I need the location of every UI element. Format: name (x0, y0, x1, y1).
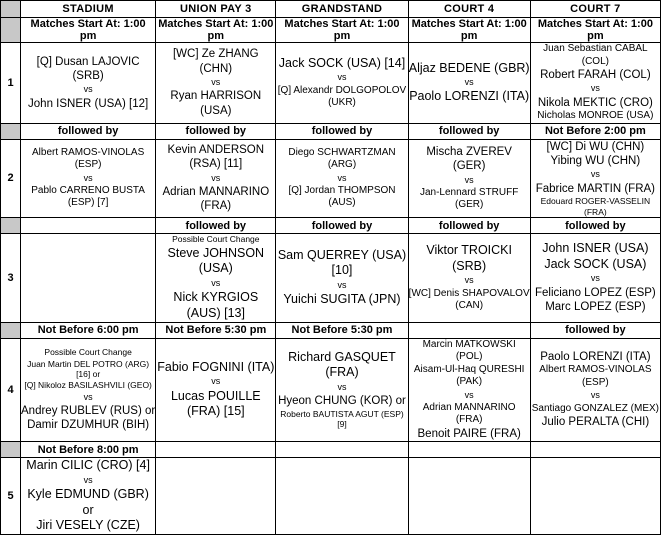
player-name: Julio PERALTA (CHI) (541, 416, 650, 429)
note-r3c5: followed by (530, 322, 660, 338)
player-name: Roberto BAUTISTA AGUT (ESP) [9] (280, 408, 404, 430)
spacer-cell-4 (1, 442, 21, 458)
player-name: Jan-Lennard STRUFF (GER) (419, 186, 519, 211)
player-name: Richard GASQUET (FRA) (288, 349, 396, 380)
note-r4c4 (408, 442, 530, 458)
match-cell-r2c2[interactable] (156, 139, 276, 218)
player-name: Kevin ANDERSON (RSA) [11] (167, 143, 265, 171)
vs-label: vs (590, 273, 600, 284)
player-name: Marcin MATKOWSKI (POL) (422, 338, 516, 362)
player-name: Ryan HARRISON (USA) (170, 90, 262, 117)
player-name: Paolo LORENZI (ITA) (540, 351, 651, 364)
match-cell-r4c5[interactable] (530, 338, 660, 442)
player-name: Steve JOHNSON (USA) (167, 245, 265, 276)
match-cell-r4c2[interactable] (156, 338, 276, 442)
note-row-3 (1, 322, 661, 338)
match-cell-r3c2[interactable] (156, 234, 276, 322)
note-r2c3: followed by (276, 218, 408, 234)
row-number-2: 2 (1, 139, 21, 218)
match-cell-r1c5[interactable] (530, 43, 660, 124)
vs-label: vs (464, 77, 474, 88)
row-number-1: 1 (1, 43, 21, 124)
player-name: [Q] Nikoloz BASILASHVILI (GEO) (24, 379, 152, 390)
note-r3c1: Not Before 6:00 pm (21, 322, 156, 338)
note-row-2 (1, 218, 661, 234)
vs-label: vs (211, 376, 221, 387)
player-name: Albert RAMOS-VINOLAS (ESP) (539, 364, 652, 388)
player-name: Fabio FOGNINI (ITA) (157, 359, 275, 374)
corner-cell (1, 1, 21, 18)
player-name: Paolo LORENZI (ITA) (409, 89, 530, 104)
note-r4c2 (156, 442, 276, 458)
vs-label: vs (337, 382, 347, 392)
player-name: Juan Sebastian CABAL (COL) (543, 43, 648, 67)
corner-cell-2 (1, 18, 21, 43)
player-name: Nicholas MONROE (USA) (537, 110, 654, 121)
court-header-stadium: STADIUM (21, 1, 156, 18)
start-time-court4: Matches Start At: 1:00 pm (408, 18, 530, 43)
player-name: [Q] Jordan THOMPSON (AUS) (288, 184, 396, 209)
vs-label: vs (211, 77, 221, 88)
player-name: Aisam-Ul-Haq QURESHI (PAK) (413, 363, 525, 387)
court-header-court7: COURT 7 (530, 1, 660, 18)
player-name: John ISNER (USA) [12] (28, 97, 149, 110)
note-r3c2: Not Before 5:30 pm (156, 322, 276, 338)
player-name: Marin CILIC (CRO) [4] (26, 458, 150, 473)
match-cell-r2c5[interactable] (530, 139, 660, 218)
vs-label: vs (83, 172, 93, 183)
note-r1c1: followed by (21, 123, 156, 139)
possible-court-change-note: Possible Court Change (172, 234, 260, 245)
match-cell-r3c3[interactable] (276, 234, 408, 322)
note-r3c4 (408, 322, 530, 338)
player-name: Hyeon CHUNG (KOR) or (278, 395, 406, 408)
match-row-3 (1, 234, 661, 322)
vs-label: vs (590, 390, 600, 401)
player-name: [Q] Alexandr DOLGOPOLOV (UKR) (277, 84, 407, 109)
start-time-row (1, 18, 661, 43)
vs-label: vs (211, 172, 221, 183)
player-name: Robert FARAH (COL) (540, 69, 651, 81)
note-r1c5: Not Before 2:00 pm (530, 123, 660, 139)
match-cell-r4c1[interactable] (21, 338, 156, 442)
vs-label: vs (590, 169, 600, 180)
player-name: Damir DZUMHUR (BIH) (27, 419, 150, 432)
player-name: Kyle EDMUND (GBR) or (27, 487, 149, 517)
court-header-row (1, 1, 661, 18)
match-cell-r2c4[interactable] (408, 139, 530, 218)
player-name: Adrian MANNARINO (FRA) (422, 401, 516, 426)
vs-label: vs (337, 172, 347, 183)
player-name: Juan Martin DEL POTRO (ARG) [16] or (27, 358, 150, 380)
row-number-5: 5 (1, 458, 21, 535)
player-name: Aljaz BEDENE (GBR) (408, 60, 530, 75)
note-r4c5 (530, 442, 660, 458)
player-name: [Q] Dusan LAJOVIC (SRB) (36, 55, 140, 82)
vs-label: vs (464, 174, 474, 185)
player-name: Albert RAMOS-VINOLAS (ESP) (31, 146, 145, 171)
spacer-cell-3 (1, 322, 21, 338)
match-cell-r2c1[interactable] (21, 139, 156, 218)
match-cell-r1c1[interactable] (21, 43, 156, 124)
match-row-4 (1, 338, 661, 442)
note-r2c4: followed by (408, 218, 530, 234)
match-cell-r1c4[interactable] (408, 43, 530, 124)
match-cell-r3c1 (21, 234, 156, 322)
player-name: [WC] Di WU (CHN) (546, 140, 645, 153)
match-cell-r5c4 (408, 458, 530, 535)
note-r3c3: Not Before 5:30 pm (276, 322, 408, 338)
note-r1c4: followed by (408, 123, 530, 139)
player-name: Yuichi SUGITA (JPN) (283, 292, 401, 307)
spacer-cell-2 (1, 218, 21, 234)
court-header-unionpay3: UNION PAY 3 (156, 1, 276, 18)
player-name: Feliciano LOPEZ (ESP) (534, 286, 656, 299)
note-r2c1 (21, 218, 156, 234)
note-r4c3 (276, 442, 408, 458)
row-number-4: 4 (1, 338, 21, 442)
player-name: Nikola MEKTIC (CRO) (537, 96, 653, 109)
start-time-stadium: Matches Start At: 1:00 pm (21, 18, 156, 43)
vs-label: vs (83, 391, 93, 402)
match-cell-r5c1[interactable] (21, 458, 156, 535)
player-name: Jack SOCK (USA) [14] (278, 55, 406, 70)
vs-label: vs (83, 474, 93, 485)
start-time-unionpay3: Matches Start At: 1:00 pm (156, 18, 276, 43)
player-name: John ISNER (USA) (542, 241, 649, 256)
player-name: Santiago GONZALEZ (MEX) (531, 402, 659, 414)
player-name: Adrian MANNARINO (FRA) (162, 185, 270, 213)
note-r1c2: followed by (156, 123, 276, 139)
vs-label: vs (464, 275, 474, 286)
court-header-grandstand: GRANDSTAND (276, 1, 408, 18)
player-name: Edouard ROGER-VASSELIN (FRA) (540, 195, 651, 217)
note-r2c5: followed by (530, 218, 660, 234)
player-name: Andrey RUBLEV (RUS) or (21, 404, 156, 417)
match-cell-r3c5[interactable] (530, 234, 660, 322)
player-name: Mischa ZVEREV (GER) (426, 145, 512, 173)
start-time-grandstand: Matches Start At: 1:00 pm (276, 18, 408, 43)
player-name: Lucas POUILLE (FRA) [15] (170, 388, 261, 419)
note-r4c1: Not Before 8:00 pm (21, 442, 156, 458)
match-row-2 (1, 139, 661, 218)
match-cell-r3c4[interactable] (408, 234, 530, 322)
player-name: Jack SOCK (USA) (544, 256, 647, 271)
match-row-5 (1, 458, 661, 535)
match-cell-r5c3 (276, 458, 408, 535)
player-name: Marc LOPEZ (ESP) (545, 301, 646, 314)
vs-label: vs (590, 83, 600, 94)
match-cell-r1c2[interactable] (156, 43, 276, 124)
vs-label: vs (83, 84, 93, 95)
note-r1c3: followed by (276, 123, 408, 139)
player-name: Sam QUERREY (USA) [10] (277, 247, 407, 278)
player-name: Nick KYRGIOS (AUS) [13] (173, 290, 259, 320)
match-cell-r4c4[interactable] (408, 338, 530, 442)
vs-label: vs (337, 280, 347, 290)
match-cell-r5c2 (156, 458, 276, 535)
possible-court-change-note: Possible Court Change (44, 347, 132, 358)
player-name: Fabrice MARTIN (FRA) (535, 182, 656, 195)
player-name: Yibing WU (CHN) (550, 154, 641, 167)
player-name: [WC] Ze ZHANG (CHN) (172, 48, 259, 75)
start-time-court7: Matches Start At: 1:00 pm (530, 18, 660, 43)
match-cell-r4c3[interactable] (276, 338, 408, 442)
player-name: Diego SCHWARTZMAN (ARG) (288, 146, 396, 171)
note-row-4 (1, 442, 661, 458)
match-row-1 (1, 43, 661, 124)
match-cell-r1c3[interactable] (276, 43, 408, 124)
vs-label: vs (464, 389, 474, 400)
player-name: Pablo CARRENO BUSTA (ESP) [7] (31, 184, 145, 209)
note-r2c2: followed by (156, 218, 276, 234)
player-name: Jiri VESELY (CZE) (36, 518, 140, 533)
vs-label: vs (337, 72, 347, 83)
player-name: [WC] Denis SHAPOVALOV (CAN) (408, 287, 530, 312)
player-name: Viktor TROICKI (SRB) (426, 243, 512, 273)
spacer-cell-1 (1, 123, 21, 139)
player-name: Benoit PAIRE (FRA) (417, 427, 521, 440)
vs-label: vs (211, 278, 221, 288)
court-header-court4: COURT 4 (408, 1, 530, 18)
match-cell-r5c5 (530, 458, 660, 535)
row-number-3: 3 (1, 234, 21, 322)
match-cell-r2c3[interactable] (276, 139, 408, 218)
note-row-1 (1, 123, 661, 139)
